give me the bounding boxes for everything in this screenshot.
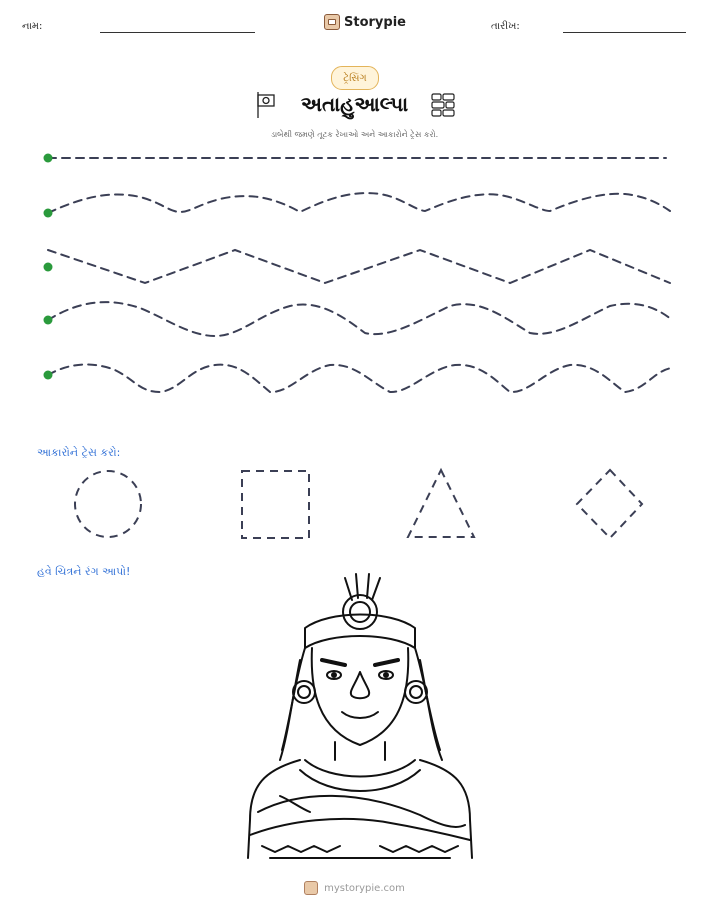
- trace-triangle[interactable]: [408, 470, 474, 537]
- trace-square[interactable]: [242, 471, 309, 538]
- start-dot-5: [44, 371, 53, 380]
- start-dot-1: [44, 154, 53, 163]
- start-dot-3: [44, 263, 53, 272]
- atahualpa-coloring-figure[interactable]: [248, 574, 472, 858]
- trace-line-wave-2[interactable]: [48, 302, 672, 336]
- trace-line-wave-3[interactable]: [48, 365, 672, 393]
- trace-line-wave-1[interactable]: [48, 193, 670, 213]
- footer: [0, 881, 709, 895]
- trace-circle[interactable]: [75, 471, 141, 537]
- trace-diamond[interactable]: [577, 470, 642, 538]
- brand-name: Storypie: [344, 14, 406, 30]
- date-label: તારીખ:: [491, 21, 520, 32]
- name-label: નામ:: [22, 21, 43, 32]
- start-dot-2: [44, 209, 53, 218]
- page-title: અતાહુઆલ્પા: [300, 92, 409, 116]
- trace-line-zigzag[interactable]: [48, 250, 670, 283]
- tracing-badge: ટ્રેસિંગ: [331, 66, 379, 90]
- storypie-footer-icon: [304, 881, 318, 895]
- shapes-heading: આકારોને ટ્રેસ કરો:: [37, 446, 121, 459]
- footer-site[interactable]: mystorypie.com: [324, 882, 405, 894]
- instructions: ડાબેથી જમણે તૂટક રેખાઓ અને આકારોને ટ્રેસ કરો.: [270, 130, 439, 139]
- flag-icon: [258, 92, 274, 118]
- start-dot-4: [44, 316, 53, 325]
- stone-wall-icon: [432, 94, 454, 116]
- coloring-heading: હવે ચિત્રને રંગ આપો!: [37, 565, 131, 578]
